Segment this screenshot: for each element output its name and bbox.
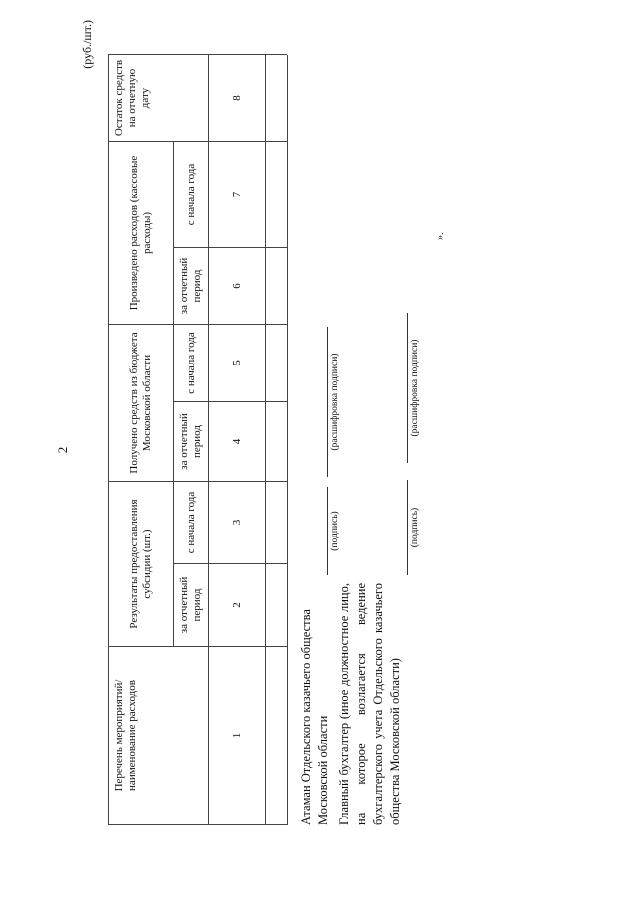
accountant-signature-caption: (подпись) [410,507,420,548]
header-results: Результаты предоставления субсидии (шт.) [128,499,153,629]
accountant-decode-line [407,313,408,463]
row-line-1 [265,55,266,825]
column-number-4: 4 [230,438,243,445]
header-balance: Остаток средств на отчетную дату [113,59,151,137]
column-number-1: 1 [230,732,243,739]
column-number-5: 5 [230,360,243,366]
column-number-7: 7 [230,191,243,198]
subheader-spent-year: с начала года [184,163,197,226]
header-received: Получено средств из бюджета Московской области [128,332,153,474]
ataman-label: Атаман Отдельского казачьего общества Московской области [299,609,330,825]
units-label: (руб./шт.) [80,20,94,69]
accountant-label: Главный бухгалтер (иное должностное лицо, на которое возлагается ведение бухгалтерского учета Отдельского казачьего общества Московской области) [337,583,402,825]
subheader-received-period: за отчетный период [178,413,203,470]
column-number-3: 3 [230,519,243,526]
column-number-8: 8 [230,95,243,101]
subheader-received-year: с начала года [184,332,197,394]
page-number: 2 [55,446,70,454]
ataman-decode-caption: (расшифровка подписи) [330,353,340,451]
ataman-signature-caption: (подпись) [330,511,340,551]
header-events: Перечень мероприятий/ наименование расходов [113,679,138,792]
subheader-results-period: за отчетный период [178,576,203,634]
closing-mark: ». [435,232,446,240]
subheader-results-year: с начала года [184,491,197,554]
accountant-signature-line [407,480,408,575]
ataman-decode-line [327,327,328,477]
ataman-signature-line [327,487,328,575]
header-spent: Произведено расходов (кассовые расходы) [128,155,153,311]
subheader-spent-period: за отчетный период [178,257,203,315]
column-number-6: 6 [230,283,243,289]
accountant-decode-caption: (расшифровка подписи) [410,339,420,437]
col-line-0 [108,824,287,825]
column-number-2: 2 [230,602,243,608]
table-border-bottom [287,55,288,825]
